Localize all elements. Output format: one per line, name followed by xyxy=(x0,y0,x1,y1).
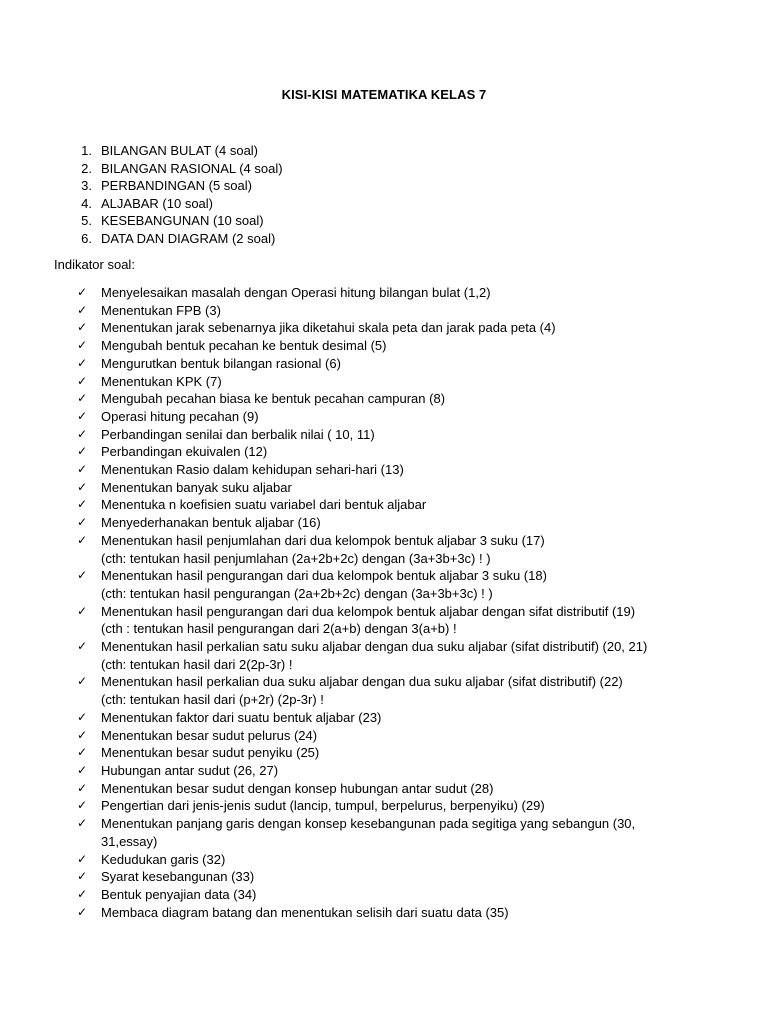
indicator-item xyxy=(0,762,768,780)
indicator-text: Membaca diagram batang dan menentukan selisih dari suatu data (35) xyxy=(101,904,509,920)
indicator-text: Menentukan KPK (7) xyxy=(101,373,222,389)
indicator-text: Menentukan panjang garis dengan konsep kesebangunan pada segitiga yang sebangun (30, xyxy=(101,816,636,832)
indicator-text: Menyederhanakan bentuk aljabar (16) xyxy=(101,515,321,531)
check-icon: ✓ xyxy=(77,479,88,494)
indicator-item xyxy=(0,744,768,762)
indicator-item xyxy=(0,408,768,426)
indicator-text: Menentukan besar sudut pelurus (24) xyxy=(101,727,318,743)
check-icon: ✓ xyxy=(77,780,88,795)
indicator-text: Menentukan hasil pengurangan dari dua kelompok bentuk aljabar dengan sifat distributif (19) xyxy=(101,603,636,619)
check-icon: ✓ xyxy=(77,408,88,423)
indicator-example: (cth: tentukan hasil pengurangan (2a+2b+2c) dengan (3a+3b+3c) ! ) xyxy=(101,585,493,601)
indicator-item xyxy=(0,337,768,355)
check-icon: ✓ xyxy=(77,373,88,388)
indicator-item xyxy=(0,709,768,727)
indicator-text: Menentukan besar sudut penyiku (25) xyxy=(101,745,320,761)
indicator-item xyxy=(0,426,768,444)
indicator-item xyxy=(0,638,768,673)
indicator-text: Operasi hitung pecahan (9) xyxy=(101,408,259,424)
indicator-item xyxy=(0,532,768,567)
indicator-text: Pengertian dari jenis-jenis sudut (lancip, tumpul, berpelurus, berpenyiku) (29) xyxy=(101,798,545,814)
check-icon: ✓ xyxy=(77,798,88,813)
check-icon: ✓ xyxy=(77,674,88,689)
topic-text: KESEBANGUNAN (10 soal) xyxy=(101,213,264,229)
indicator-item xyxy=(0,815,768,850)
check-icon: ✓ xyxy=(77,603,88,618)
topic-number: 2. xyxy=(81,160,92,176)
indicator-text: Mengubah bentuk pecahan ke bentuk desimal (5) xyxy=(101,338,387,354)
indicator-item xyxy=(0,496,768,514)
indicator-item xyxy=(0,461,768,479)
check-icon: ✓ xyxy=(77,462,88,477)
indicator-item xyxy=(0,603,768,638)
check-icon: ✓ xyxy=(77,338,88,353)
indicator-item xyxy=(0,373,768,391)
indicator-item xyxy=(0,390,768,408)
indicator-text: Menentukan hasil perkalian dua suku aljabar dengan dua suku aljabar (sifat distributif) (22) xyxy=(101,674,623,690)
check-icon: ✓ xyxy=(77,355,88,370)
indicator-text: Syarat kesebangunan (33) xyxy=(101,869,255,885)
indicator-list xyxy=(0,284,768,921)
indicator-text: Kedudukan garis (32) xyxy=(101,851,226,867)
topic-number: 6. xyxy=(81,230,92,246)
check-icon: ✓ xyxy=(77,320,88,335)
check-icon: ✓ xyxy=(77,444,88,459)
topic-number: 5. xyxy=(81,213,92,229)
check-icon: ✓ xyxy=(77,515,88,530)
topic-text: PERBANDINGAN (5 soal) xyxy=(101,178,252,194)
check-icon: ✓ xyxy=(77,497,88,512)
indicator-item xyxy=(0,319,768,337)
check-icon: ✓ xyxy=(77,532,88,547)
indicator-text: Mengubah pecahan biasa ke bentuk pecahan campuran (8) xyxy=(101,391,446,407)
indicator-text: Mengurutkan bentuk bilangan rasional (6) xyxy=(101,355,341,371)
check-icon: ✓ xyxy=(77,851,88,866)
indicator-item xyxy=(0,868,768,886)
check-icon: ✓ xyxy=(77,904,88,919)
indicator-item xyxy=(0,904,768,922)
indicator-text: Menentuka n koefisien suatu variabel dari bentuk aljabar xyxy=(101,497,427,513)
indicator-item xyxy=(0,797,768,815)
indicator-text: Menentukan faktor dari suatu bentuk aljabar (23) xyxy=(101,709,382,725)
indicator-text: Menentukan jarak sebenarnya jika diketahui skala peta dan jarak pada peta (4) xyxy=(101,320,556,336)
indicator-text: Menentukan hasil perkalian satu suku aljabar dengan dua suku aljabar (sifat distributif) (20, 21) xyxy=(101,639,648,655)
topic-text: BILANGAN BULAT (4 soal) xyxy=(101,143,259,158)
indicator-text: Menentukan FPB (3) xyxy=(101,302,221,318)
check-icon: ✓ xyxy=(77,869,88,884)
topic-text: DATA DAN DIAGRAM (2 soal) xyxy=(101,230,276,246)
indicator-item xyxy=(0,673,768,708)
indicator-text: Bentuk penyajian data (34) xyxy=(101,886,257,902)
check-icon: ✓ xyxy=(77,426,88,441)
check-icon: ✓ xyxy=(77,391,88,406)
indicator-text: Hubungan antar sudut (26, 27) xyxy=(101,762,279,778)
indicator-text: Perbandingan ekuivalen (12) xyxy=(101,444,268,460)
indicator-item xyxy=(0,886,768,904)
indicator-text: Menentukan Rasio dalam kehidupan sehari-hari (13) xyxy=(101,462,404,478)
indicator-example: (cth: tentukan hasil dari (p+2r) (2p-3r) ! xyxy=(101,692,324,708)
check-icon: ✓ xyxy=(77,639,88,654)
indicator-item xyxy=(0,302,768,320)
document-title: KISI-KISI MATEMATIKA KELAS 7 xyxy=(281,87,487,102)
check-icon: ✓ xyxy=(77,727,88,742)
indicator-example: 31,essay) xyxy=(101,833,158,849)
check-icon: ✓ xyxy=(77,762,88,777)
indicator-text: Perbandingan senilai dan berbalik nilai ( 10, 11) xyxy=(101,426,375,442)
indikator-label: Indikator soal: xyxy=(54,257,135,272)
topic-number: 4. xyxy=(81,195,92,211)
indicator-text: Menentukan hasil pengurangan dari dua kelompok bentuk aljabar 3 suku (18) xyxy=(101,568,547,584)
check-icon: ✓ xyxy=(77,886,88,901)
topic-text: ALJABAR (10 soal) xyxy=(101,195,213,211)
indicator-example: (cth : tentukan hasil pengurangan dari 2(a+b) dengan 3(a+b) ! xyxy=(101,621,457,637)
check-icon: ✓ xyxy=(77,816,88,831)
indicator-text: Menentukan hasil penjumlahan dari dua kelompok bentuk aljabar 3 suku (17) xyxy=(101,532,545,548)
check-icon: ✓ xyxy=(77,285,88,299)
indicator-item xyxy=(0,514,768,532)
indicator-item xyxy=(0,780,768,798)
indicator-item xyxy=(0,851,768,869)
indicator-item xyxy=(0,355,768,373)
topic-number: 3. xyxy=(81,178,92,194)
check-icon: ✓ xyxy=(77,709,88,724)
indicator-example: (cth: tentukan hasil penjumlahan (2a+2b+2c) dengan (3a+3b+3c) ! ) xyxy=(101,550,491,566)
indicator-item xyxy=(0,567,768,602)
check-icon: ✓ xyxy=(77,568,88,583)
check-icon: ✓ xyxy=(77,302,88,317)
indicator-item xyxy=(0,479,768,497)
indicator-text: Menentukan besar sudut dengan konsep hubungan antar sudut (28) xyxy=(101,780,494,796)
indicator-example: (cth: tentukan hasil dari 2(2p-3r) ! xyxy=(101,656,293,672)
indicator-item xyxy=(0,727,768,745)
indicator-item xyxy=(0,443,768,461)
indicator-text: Menyelesaikan masalah dengan Operasi hitung bilangan bulat (1,2) xyxy=(101,285,491,300)
topic-text: BILANGAN RASIONAL (4 soal) xyxy=(101,160,283,176)
indicator-text: Menentukan banyak suku aljabar xyxy=(101,479,292,495)
indicator-item xyxy=(0,284,768,302)
topic-number: 1. xyxy=(81,143,92,158)
check-icon: ✓ xyxy=(77,745,88,760)
